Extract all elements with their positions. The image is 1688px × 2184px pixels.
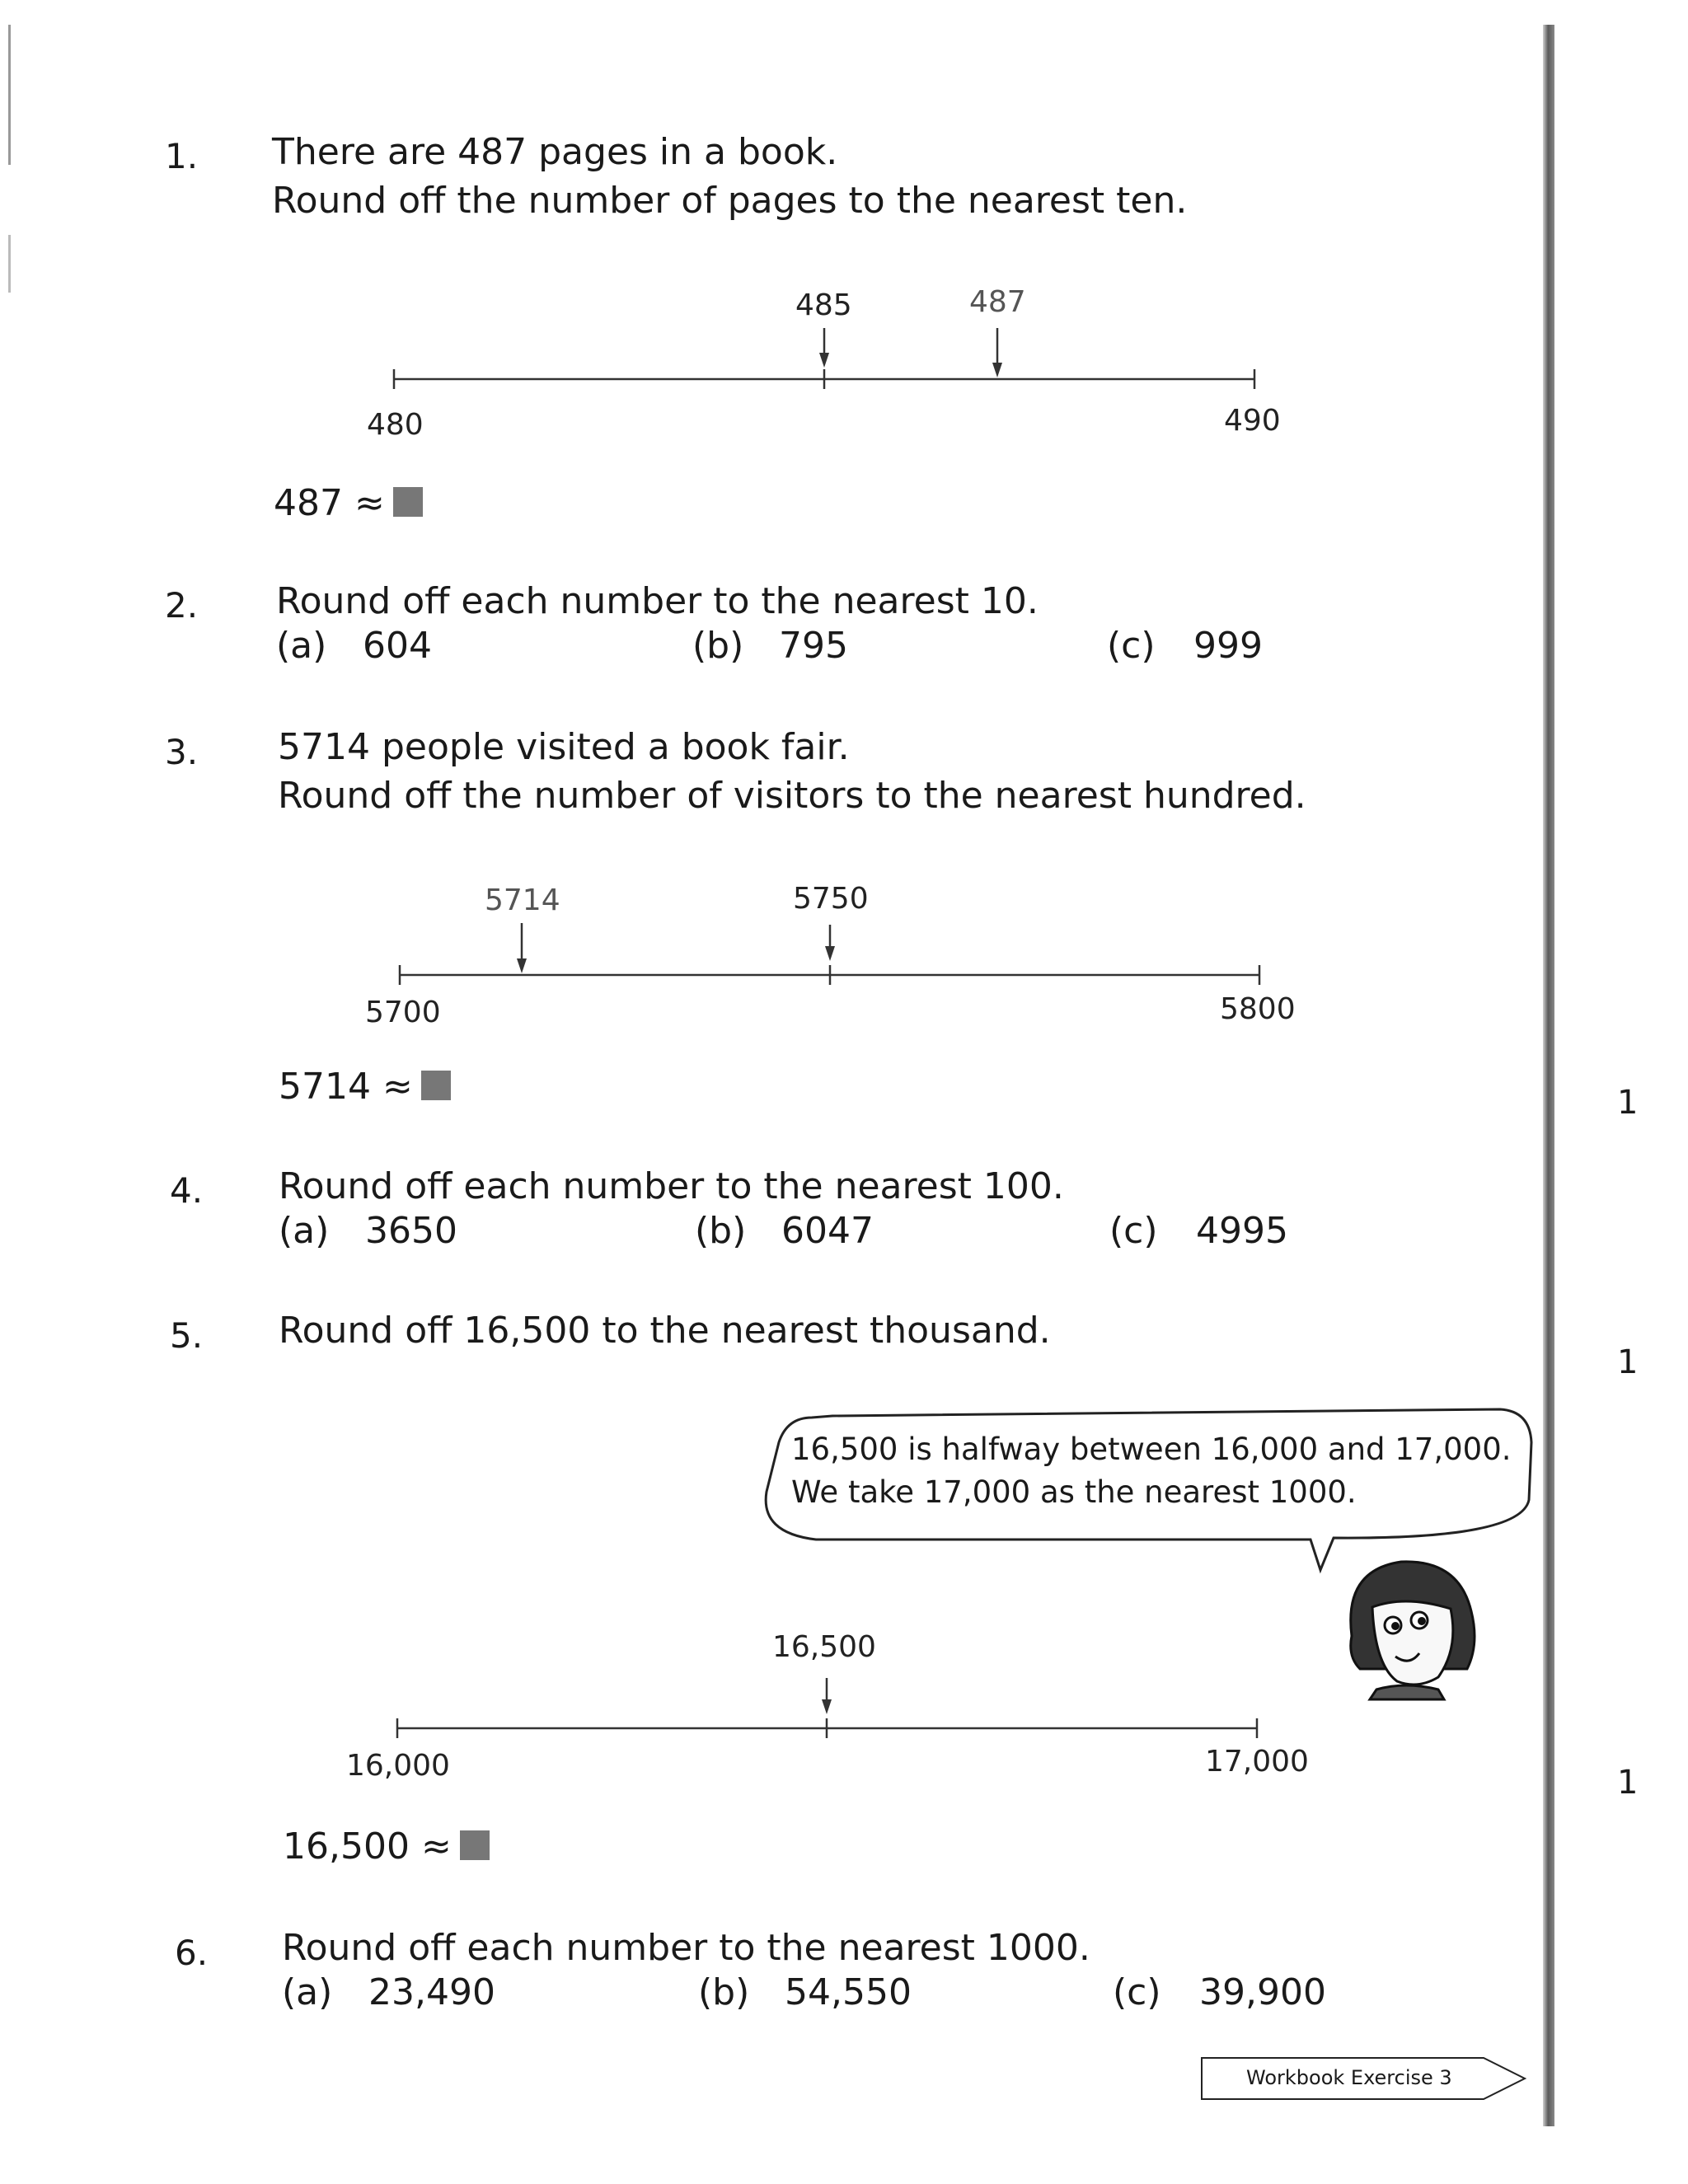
arrow-head	[992, 363, 1002, 377]
part-a: (a) 3650	[279, 1210, 457, 1252]
part-b: (b) 6047	[695, 1210, 874, 1252]
part-c: (c) 39,900	[1113, 1971, 1326, 2013]
girl-illustration	[1351, 1562, 1475, 1699]
workbook-label[interactable]: Workbook Exercise 3	[1246, 2066, 1452, 2089]
question-line: Round off each number to the nearest 100.	[279, 1165, 1064, 1207]
part-a: (a) 604	[276, 625, 432, 667]
arrow-head	[825, 946, 835, 961]
question-text	[278, 723, 1306, 820]
margin-number: 1	[1617, 1084, 1639, 1122]
part-b: (b) 54,550	[698, 1971, 912, 2013]
answer-box	[421, 1071, 451, 1100]
number-line-end-label: 17,000	[1205, 1745, 1309, 1779]
margin-number: 1	[1617, 1764, 1639, 1802]
question-line: Round off each number to the nearest 1000.	[282, 1927, 1090, 1969]
answer-text: 487 ≈	[274, 482, 385, 524]
question-number: 4.	[170, 1170, 204, 1211]
answer-box	[393, 487, 423, 517]
question-line: Round off each number to the nearest 10.	[276, 580, 1039, 622]
question-number: 1.	[165, 136, 199, 176]
question-line: Round off the number of visitors to the nearest hundred.	[278, 775, 1306, 817]
question-line: 5714 people visited a book fair.	[278, 726, 850, 768]
arrow-head	[517, 958, 527, 973]
part-c: (c) 4995	[1109, 1210, 1288, 1252]
number-line-start-label: 5700	[365, 996, 441, 1029]
question-line: Round off 16,500 to the nearest thousand.	[279, 1310, 1051, 1352]
arrow-head	[819, 353, 829, 368]
number-line-end-label: 490	[1224, 404, 1281, 438]
number-line-start-label: 16,000	[346, 1749, 450, 1783]
number-line-mid-label: 16,500	[772, 1630, 876, 1664]
number-line-marker-label: 487	[969, 285, 1026, 319]
question-number: 2.	[165, 585, 199, 626]
answer-line	[283, 1825, 490, 1868]
speech-bubble-text	[791, 1428, 1512, 1514]
question-line: There are 487 pages in a book.	[272, 131, 838, 173]
number-line-mid-label: 5750	[793, 882, 869, 916]
part-a: (a) 23,490	[282, 1971, 495, 2013]
question-number: 3.	[165, 732, 199, 772]
number-line-mid-label: 485	[795, 288, 852, 322]
number-line-start-label: 480	[367, 408, 424, 442]
number-line-marker-label: 5714	[485, 883, 560, 917]
speech-bubble-line: 16,500 is halfway between 16,000 and 17,000.	[791, 1432, 1512, 1467]
question-number: 5.	[170, 1315, 204, 1356]
part-b: (b) 795	[692, 625, 848, 667]
question-line: Round off the number of pages to the nearest ten.	[272, 180, 1188, 222]
speech-bubble-line: We take 17,000 as the nearest 1000.	[791, 1474, 1357, 1510]
part-c: (c) 999	[1107, 625, 1263, 667]
margin-number: 1	[1617, 1343, 1639, 1381]
answer-line	[274, 482, 423, 524]
answer-text: 16,500 ≈	[283, 1825, 452, 1868]
answer-text: 5714 ≈	[279, 1066, 413, 1108]
answer-box	[460, 1830, 490, 1860]
question-number: 6.	[175, 1933, 209, 1973]
number-line-end-label: 5800	[1220, 992, 1296, 1026]
answer-line	[279, 1066, 451, 1108]
arrow-head	[822, 1699, 832, 1714]
